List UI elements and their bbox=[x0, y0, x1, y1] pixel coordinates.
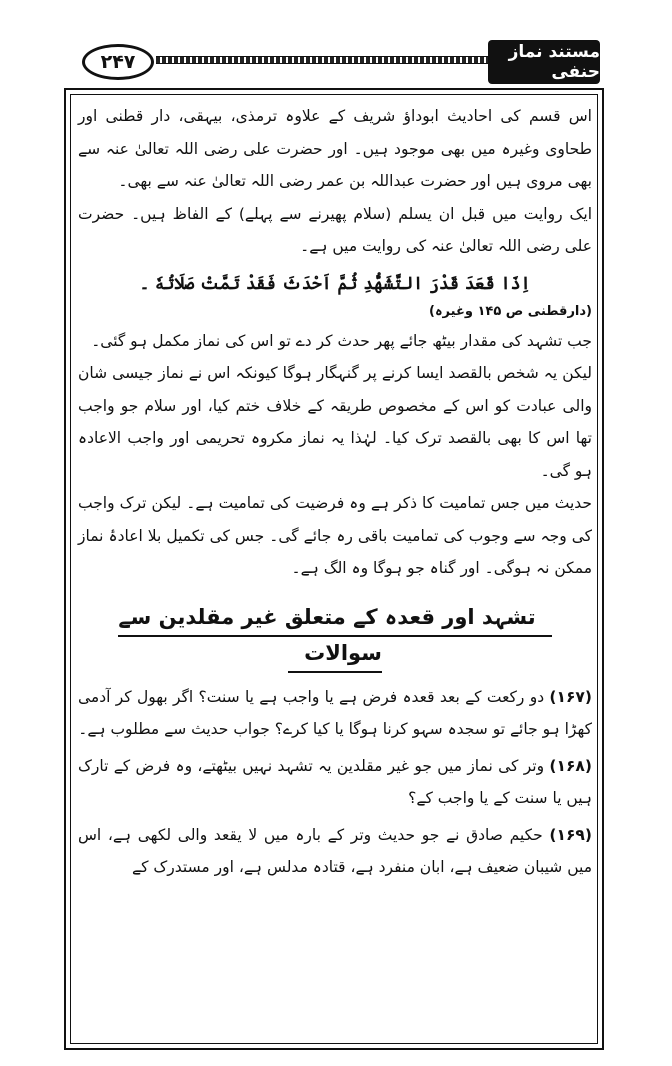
arabic-quote: اِذَا قَعَدَ قَدْرَ التَّشَهُّدِ ثُمَّ اَحْدَثَ فَقَدْ تَمَّتْ صَلَاتُهٗ ۔ bbox=[139, 273, 531, 294]
question-item bbox=[78, 819, 592, 884]
paragraph: لیکن یہ شخص بالقصد ایسا کرنے پر گنہگار ہوگا کیونکہ اس نے نماز جیسی شان والی عبادت کو اس کے مخصوص طریقہ کے خلاف ختم کیا، اور سلام جو واجب تھا اس کا بھی بالقصد ترک کیا۔ لہٰذا یہ نماز مکروہ تحریمی اور واجب الاعادہ ہو گی۔ bbox=[78, 364, 592, 480]
section-heading bbox=[78, 599, 592, 671]
page-content bbox=[78, 100, 592, 884]
section-heading-text: تشہد اور قعدہ کے متعلق غیر مقلدین سے سوالات bbox=[118, 605, 551, 673]
question-item bbox=[78, 681, 592, 746]
page-number: ۲۴۷ bbox=[82, 44, 154, 80]
reference-citation: (دارقطنی ص ۱۴۵ وغیرہ) bbox=[429, 303, 592, 319]
book-title: مستند نماز حنفی bbox=[488, 40, 600, 84]
question-item bbox=[78, 750, 592, 815]
question-number: (۱۶۷) bbox=[549, 687, 592, 706]
question-text: وتر کی نماز میں جو غیر مقلدین یہ تشہد نہیں بیٹھتے، وہ فرض کے تارک ہیں یا سنت کے یا واجب کے؟ bbox=[78, 756, 592, 807]
paragraph: حدیث میں جس تمامیت کا ذکر ہے وہ فرضیت کی تمامیت ہے۔ لیکن ترک واجب کی وجہ سے وجوب کی تمامیت باقی رہ جائے گی۔ جس کی تکمیل بلا اعادۂ نماز ممکن نہ ہوگی۔ اور گناہ جو ہوگا وہ الگ ہے۔ bbox=[78, 494, 592, 577]
question-number: (۱۶۸) bbox=[549, 756, 592, 775]
paragraph: ایک روایت میں قبل ان یسلم (سلام پھیرنے سے پہلے) کے الفاظ ہیں۔ حضرت علی رضی اللہ تعالیٰ عنہ کی روایت میں ہے۔ bbox=[78, 204, 592, 255]
paragraph: جب تشہد کی مقدار بیٹھ جائے پھر حدث کر دے تو اس کی نماز مکمل ہو گئی۔ bbox=[91, 331, 592, 350]
question-text: دو رکعت کے بعد قعدہ فرض ہے یا واجب ہے یا سنت؟ اگر بھول کر آدمی کھڑا ہو جائے تو سجدہ سہو کرنا ہوگا یا کیا کرے؟ جواب حدیث سے مطلوب ہے۔ bbox=[78, 687, 592, 738]
question-number: (۱۶۹) bbox=[549, 825, 592, 844]
paragraph: اس قسم کی احادیث ابوداؤ شریف کے علاوہ ترمذی، بیہقی، دار قطنی اور طحاوی وغیرہ میں بھی موجود ہیں۔ اور حضرت علی رضی اللہ تعالیٰ عنہ سے بھی مروی ہیں اور حضرت عبداللہ بن عمر رضی اللہ تعالیٰ عنہ سے بھی۔ bbox=[78, 107, 592, 190]
question-text: حکیم صادق نے جو حدیث وتر کے بارہ میں لا یقعد والی لکھی ہے، اس میں شیبان ضعیف ہے، ابان منفرد ہے، قتادہ مدلس ہے، اور مستدرک کے bbox=[78, 825, 592, 876]
